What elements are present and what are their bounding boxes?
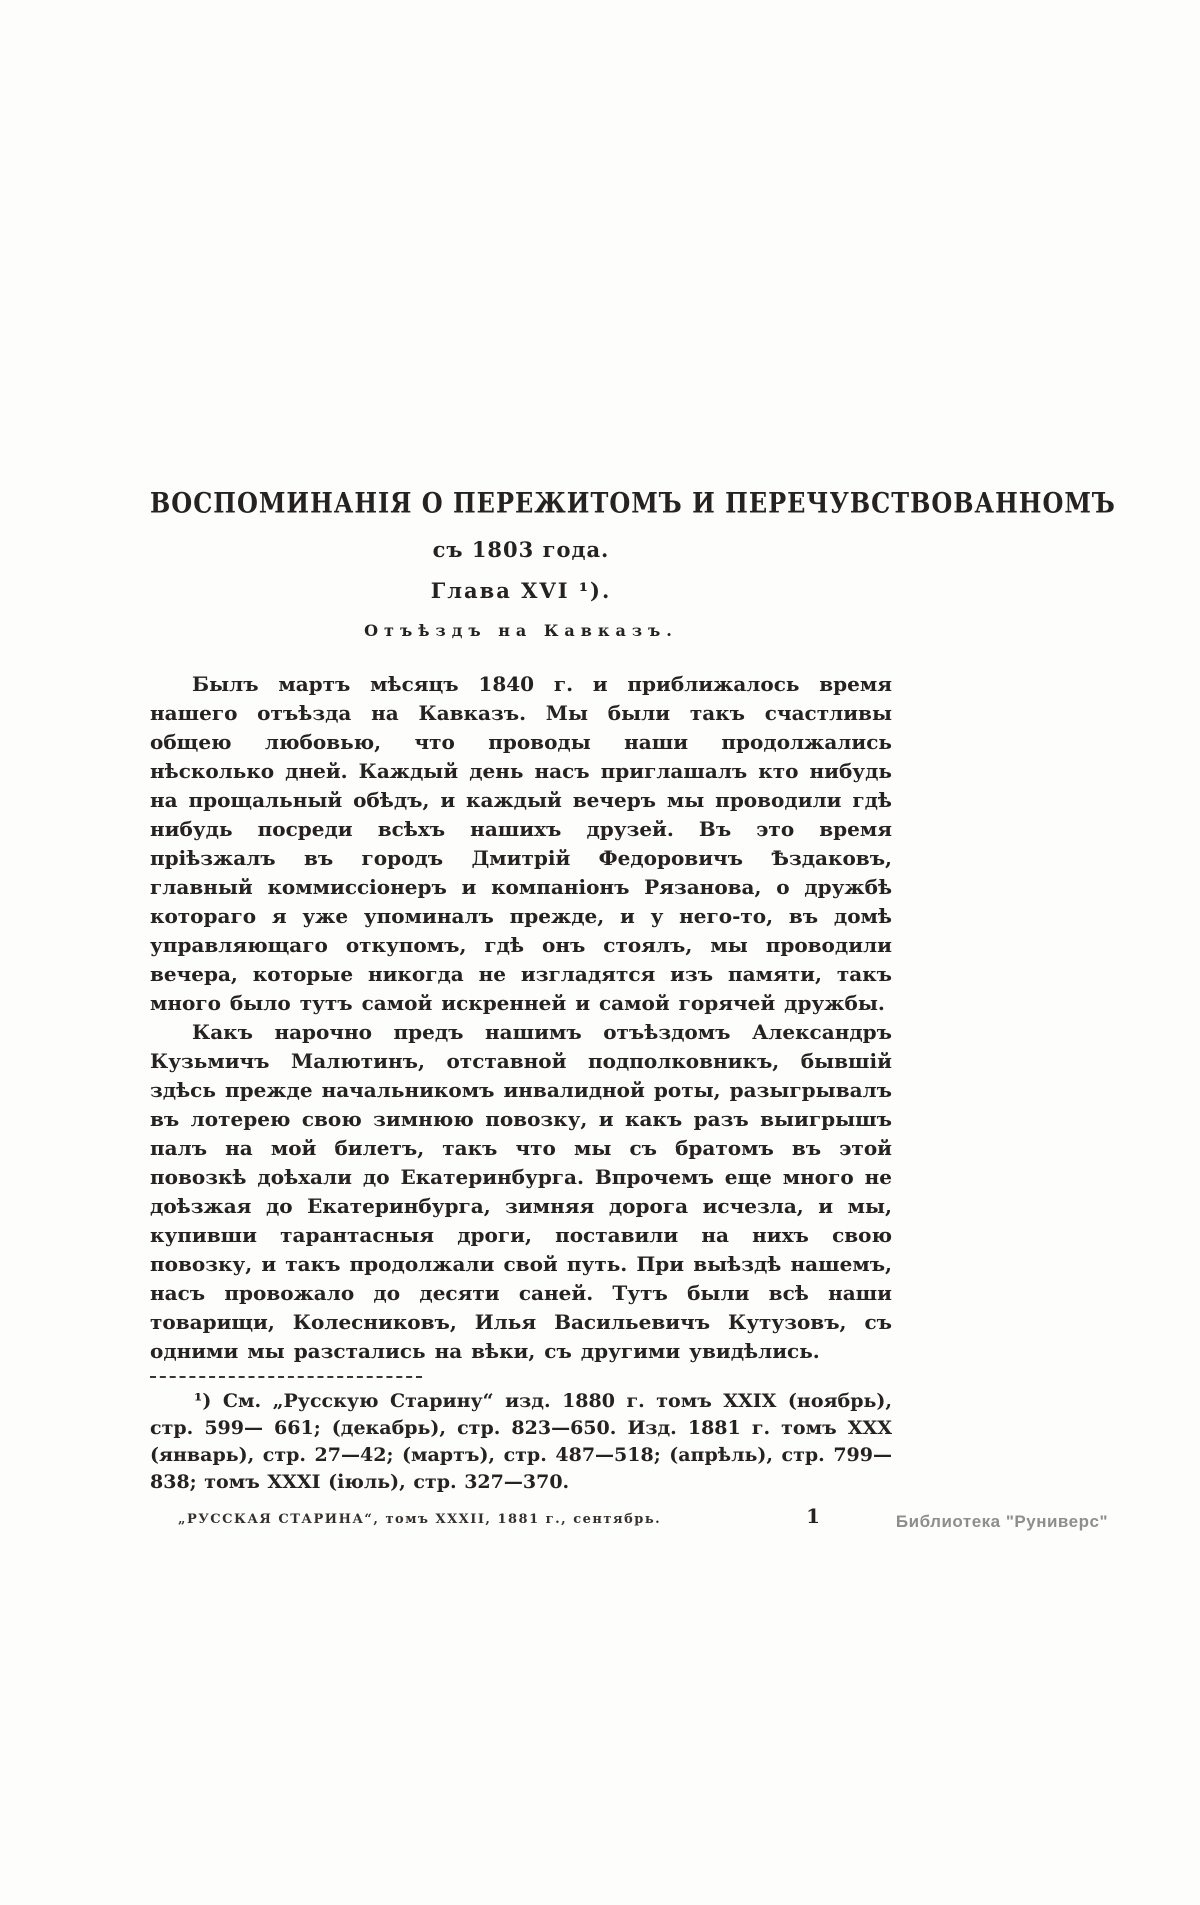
footnote-separator — [150, 1376, 422, 1378]
section-heading: Отъѣздъ на Кавказъ. — [364, 621, 678, 640]
chapter-heading: Глава XVI ¹). — [430, 578, 612, 603]
footnote: ¹) См. „Русскую Старину“ изд. 1880 г. томъ XXIX (ноябрь), стр. 599— 661; (декабрь), стр. 823—650. Изд. 1881 г. томъ XXX (январь), стр. 27—42; (мартъ), стр. 487—518; (апрѣль), стр. 799—838; томъ XXXI (іюль), стр. 327—370. — [150, 1390, 892, 1493]
page-title: ВОСПОМИНАНІЯ О ПЕРЕЖИТОМЪ И ПЕРЕЧУВСТВОВАННОМЪ — [150, 486, 1116, 520]
library-watermark: Библиотека "Руниверс" — [895, 1512, 1108, 1531]
paragraph: Какъ нарочно предъ нашимъ отъѣздомъ Александръ Кузьмичъ Малютинъ, отставной подполковникъ, бывшій здѣсь прежде начальникомъ инвалидной роты, разыгрывалъ въ лотерею свою зимнюю повозку, и какъ разъ выигрышъ палъ на мой билетъ, такъ что мы съ братомъ въ этой повозкѣ доѣхали до Екатеринбурга. Впрочемъ еще много не доѣзжая до Екатеринбурга, зимняя дорога исчезла, и мы, купивши тарантасныя дроги, поставили на нихъ свою повозку, и такъ продолжали свой путь. При выѣздѣ нашемъ, насъ провожало до десяти саней. Тутъ были всѣ наши товарищи, Колесниковъ, Илья Васильевичъ Кутузовъ, съ одними мы разстались на вѣки, съ другими увидѣлись. — [150, 1020, 892, 1363]
subtitle-year: съ 1803 года. — [432, 537, 610, 562]
page-number: 1 — [806, 1504, 820, 1528]
paragraph: Былъ мартъ мѣсяцъ 1840 г. и приближалось время нашего отъѣзда на Кавказъ. Мы были такъ счастливы общею любовью, что проводы наши продолжались нѣсколько дней. Каждый день насъ приглашалъ кто нибудь на прощальный обѣдъ, и каждый вечеръ мы проводили гдѣ нибудь посреди всѣхъ нашихъ друзей. Въ это время пріѣзжалъ въ городъ Дмитрій Федоровичъ Ѣздаковъ, главный коммиссіонеръ и компаніонъ Рязанова, о дружбѣ котораго я уже упоминалъ прежде, и у него-то, въ домѣ управляющаго откупомъ, гдѣ онъ стоялъ, мы проводили вечера, которые никогда не изгладятся изъ памяти, такъ много было тутъ самой искренней и самой горячей дружбы. — [150, 672, 892, 1015]
page-footer — [150, 1504, 892, 1528]
journal-imprint: „РУССКАЯ СТАРИНА“, томъ XXXII, 1881 г., сентябрь. — [178, 1512, 662, 1527]
